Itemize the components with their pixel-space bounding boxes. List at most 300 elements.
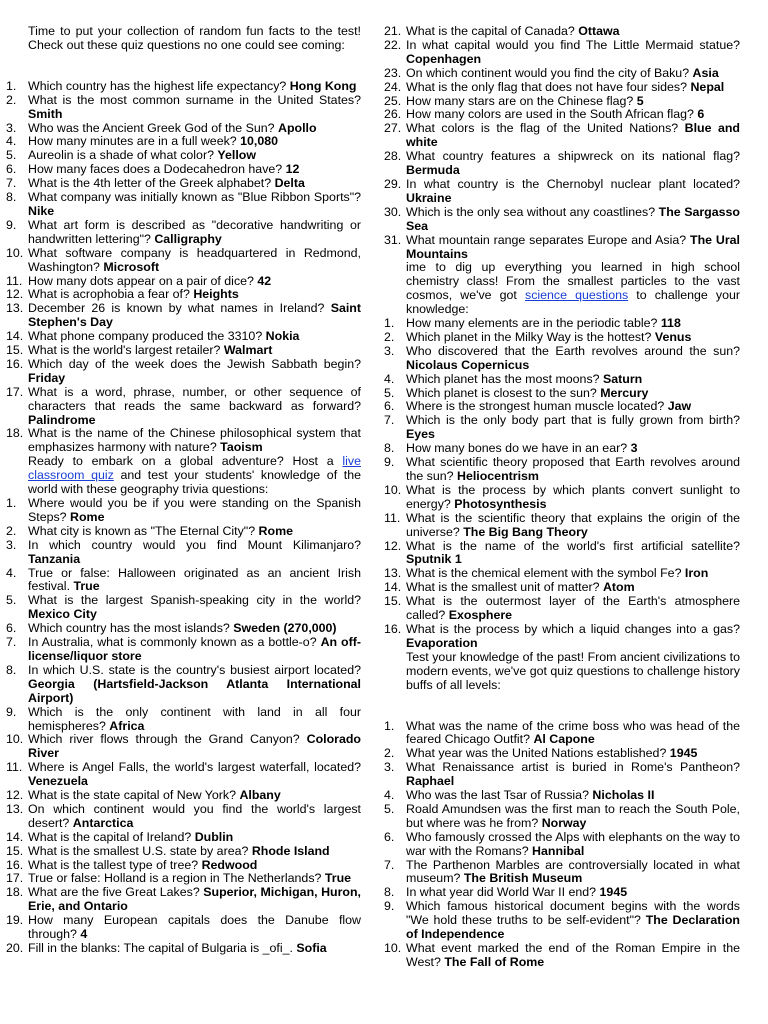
geography-question bbox=[6, 789, 361, 803]
question-text: Which country has the highest life expectancy? bbox=[28, 78, 287, 93]
answer-text: True bbox=[73, 579, 100, 594]
answer-text: Rome bbox=[70, 509, 105, 524]
history-intro: Test your knowledge of the past! From ancient civilizations to modern events, we've got quiz questions to challenge history buffs of all levels: bbox=[406, 649, 740, 692]
question-text: On which continent would you find the city of Baku? bbox=[406, 65, 690, 80]
fun-fact-question bbox=[6, 94, 361, 122]
fun-fact-question bbox=[6, 330, 361, 344]
geography-intro bbox=[6, 455, 361, 497]
question-number: 1. bbox=[6, 496, 17, 510]
answer-text: Nicolaus Copernicus bbox=[406, 357, 530, 372]
question-number: 15. bbox=[6, 343, 24, 358]
geography-list bbox=[6, 497, 361, 956]
question-number: 8. bbox=[6, 662, 17, 677]
answer-text: 3 bbox=[630, 441, 638, 456]
question-text: What year was the United Nations established? bbox=[406, 746, 667, 761]
question-number: 29. bbox=[384, 176, 402, 191]
question-number: 10. bbox=[384, 941, 402, 955]
question-text: What is the capital of Ireland? bbox=[28, 829, 192, 844]
question-number: 12. bbox=[6, 788, 24, 803]
answer-text: Walmart bbox=[223, 343, 273, 358]
history-question bbox=[384, 886, 740, 900]
question-text: How many faces does a Dodecahedron have? bbox=[28, 162, 283, 177]
question-text: Who discovered that the Earth revolves around the sun? bbox=[406, 343, 740, 358]
geography-question bbox=[384, 178, 740, 206]
answer-text: Africa bbox=[109, 718, 145, 733]
history-question bbox=[384, 720, 740, 748]
answer-text: Atom bbox=[602, 580, 635, 595]
question-text: Fill in the blanks: The capital of Bulgaria is _ofi_. bbox=[28, 941, 293, 955]
question-number: 1. bbox=[384, 718, 395, 733]
geography-question bbox=[384, 95, 740, 109]
geography-question bbox=[6, 622, 361, 636]
question-text: What company was initially known as "Blue Ribbon Sports"? bbox=[28, 190, 361, 205]
fun-fact-question bbox=[6, 80, 361, 94]
answer-text: Yellow bbox=[217, 148, 256, 163]
science-intro bbox=[384, 261, 740, 317]
science-question bbox=[384, 373, 740, 387]
question-number: 26. bbox=[384, 107, 402, 122]
geography-question bbox=[6, 845, 361, 859]
question-number: 7. bbox=[6, 176, 17, 191]
question-number: 3. bbox=[384, 343, 395, 358]
question-number: 20. bbox=[6, 941, 24, 955]
question-text: On which continent would you find the world's largest desert? bbox=[28, 801, 361, 830]
question-text: Which planet is closest to the sun? bbox=[406, 385, 597, 400]
question-number: 2. bbox=[6, 523, 17, 538]
question-text: What colors is the flag of the United Nations? bbox=[406, 121, 679, 136]
geography-question bbox=[6, 497, 361, 525]
question-text: Which planet has the most moons? bbox=[406, 371, 600, 386]
answer-text: Nokia bbox=[265, 329, 300, 344]
question-text: What is the name of the world's first artificial satellite? bbox=[406, 538, 740, 553]
geography-question bbox=[6, 831, 361, 845]
question-text: What is the 4th letter of the Greek alphabet? bbox=[28, 176, 272, 191]
question-number: 30. bbox=[384, 204, 402, 219]
question-text: True or false: Holland is a region in The Netherlands? bbox=[28, 871, 322, 886]
answer-text: Sweden (270,000) bbox=[233, 621, 337, 636]
question-text: What is the process by which a liquid changes into a gas? bbox=[406, 621, 740, 636]
answer-text: 1945 bbox=[669, 746, 698, 761]
question-text: Where is Angel Falls, the world's largest waterfall, located? bbox=[28, 760, 361, 775]
geography-question bbox=[6, 664, 361, 706]
answer-text: Raphael bbox=[406, 774, 455, 789]
answer-text: Tanzania bbox=[28, 551, 81, 566]
question-text: What scientific theory proposed that Earth revolves around the sun? bbox=[406, 455, 740, 483]
geography-question bbox=[384, 67, 740, 81]
geography-question bbox=[6, 733, 361, 761]
geography-list-continued bbox=[384, 25, 740, 261]
fun-fact-question bbox=[6, 122, 361, 136]
answer-text: Georgia (Hartsfield-Jackson Atlanta International Airport) bbox=[28, 676, 361, 705]
question-text: True or false: Halloween originated as an ancient Irish festival. bbox=[28, 565, 361, 594]
answer-text: 4 bbox=[80, 927, 88, 942]
answer-text: True bbox=[324, 871, 352, 886]
geography-question bbox=[6, 886, 361, 914]
question-text: Which is the only continent with land in all four hemispheres? bbox=[28, 704, 361, 733]
answer-text: Friday bbox=[28, 370, 66, 385]
answer-text: Saint Stephen's Day bbox=[28, 301, 361, 330]
question-number: 8. bbox=[384, 885, 395, 900]
science-question bbox=[384, 540, 740, 568]
history-question bbox=[384, 942, 740, 970]
question-number: 14. bbox=[384, 580, 402, 595]
right-column bbox=[384, 25, 740, 970]
question-number: 14. bbox=[6, 829, 24, 844]
answer-text: Evaporation bbox=[406, 635, 478, 650]
question-text: How many bones do we have in an ear? bbox=[406, 441, 628, 456]
question-text: Which is the only sea without any coastlines? bbox=[406, 204, 656, 219]
question-text: What country features a shipwreck on its national flag? bbox=[406, 149, 740, 164]
science-question bbox=[384, 567, 740, 581]
question-number: 3. bbox=[384, 760, 395, 775]
question-number: 18. bbox=[6, 885, 24, 900]
question-number: 2. bbox=[384, 746, 395, 761]
answer-text: Mexico City bbox=[28, 607, 97, 622]
answer-text: 42 bbox=[257, 273, 272, 288]
answer-text: Heights bbox=[193, 287, 239, 302]
answer-text: Delta bbox=[274, 176, 305, 191]
question-number: 9. bbox=[384, 455, 395, 470]
answer-text: The Ural Mountains bbox=[406, 232, 740, 261]
history-question bbox=[384, 747, 740, 761]
science-questions-link[interactable]: science questions bbox=[525, 288, 629, 303]
geography-question bbox=[6, 761, 361, 789]
question-number: 14. bbox=[6, 329, 24, 344]
question-text: How many colors are used in the South African flag? bbox=[406, 107, 694, 122]
question-text: In what year did World War II end? bbox=[406, 885, 597, 900]
answer-text: 6 bbox=[697, 107, 705, 122]
answer-text: Apollo bbox=[278, 120, 317, 135]
question-number: 16. bbox=[6, 356, 24, 371]
answer-text: Nicholas II bbox=[592, 788, 655, 803]
answer-text: Bermuda bbox=[406, 163, 460, 178]
question-text: December 26 is known by what names in Ireland? bbox=[28, 301, 325, 316]
question-text: What art form is described as "decorative handwriting or handwritten lettering"? bbox=[28, 217, 361, 246]
question-text: What is the outermost layer of the Earth's atmosphere called? bbox=[406, 594, 740, 623]
question-number: 11. bbox=[6, 273, 23, 288]
geography-question bbox=[6, 636, 361, 664]
science-question bbox=[384, 331, 740, 345]
question-text: How many European capitals does the Danube flow through? bbox=[28, 913, 361, 942]
fun-fact-question bbox=[6, 191, 361, 219]
question-text: Aureolin is a shade of what color? bbox=[28, 148, 214, 163]
question-number: 4. bbox=[384, 371, 395, 386]
question-text: What is the name of the Chinese philosophical system that emphasizes harmony with nature? bbox=[28, 426, 361, 455]
science-question bbox=[384, 595, 740, 623]
answer-text: Calligraphy bbox=[154, 231, 222, 246]
answer-text: Superior, Michigan, Huron, Erie, and Ontario bbox=[28, 885, 361, 914]
science-question bbox=[384, 623, 740, 651]
question-number: 8. bbox=[384, 441, 395, 456]
question-number: 9. bbox=[6, 704, 17, 719]
history-question bbox=[384, 761, 740, 789]
science-question bbox=[384, 414, 740, 442]
geography-question bbox=[384, 25, 740, 39]
question-text: What is the chemical element with the symbol Fe? bbox=[406, 566, 682, 581]
fun-fact-question bbox=[6, 302, 361, 330]
question-text: Where is the strongest human muscle located? bbox=[406, 399, 665, 414]
question-text: What is the state capital of New York? bbox=[28, 788, 236, 803]
question-number: 7. bbox=[384, 857, 395, 872]
question-number: 21. bbox=[384, 24, 402, 38]
question-number: 19. bbox=[6, 913, 24, 928]
geography-intro-text: Ready to embark on a global adventure? Host a bbox=[28, 454, 343, 469]
question-text: How many minutes are in a full week? bbox=[28, 134, 237, 149]
geography-question bbox=[6, 803, 361, 831]
question-text: What is the world's largest retailer? bbox=[28, 343, 221, 358]
answer-text: 118 bbox=[660, 316, 681, 331]
fun-fact-question bbox=[6, 427, 361, 455]
question-number: 15. bbox=[384, 594, 402, 609]
question-number: 4. bbox=[6, 134, 17, 149]
answer-text: Sofia bbox=[296, 941, 327, 955]
fun-fact-question bbox=[6, 386, 361, 428]
answer-text: Venus bbox=[654, 329, 692, 344]
question-text: What is the most common surname in the United States? bbox=[28, 92, 361, 107]
question-text: What city is known as "The Eternal City"? bbox=[28, 523, 256, 538]
fun-fact-question bbox=[6, 135, 361, 149]
question-number: 24. bbox=[384, 79, 402, 94]
science-intro-text-end: to challenge your knowledge: bbox=[406, 288, 740, 317]
question-number: 7. bbox=[6, 635, 17, 650]
question-text: Where would you be if you were standing on the Spanish Steps? bbox=[28, 496, 361, 524]
geography-question bbox=[6, 859, 361, 873]
geography-question bbox=[6, 872, 361, 886]
question-text: What is acrophobia a fear of? bbox=[28, 287, 190, 302]
geography-question bbox=[384, 81, 740, 95]
question-number: 3. bbox=[6, 537, 17, 552]
geography-question bbox=[6, 594, 361, 622]
answer-text: Nike bbox=[28, 203, 55, 218]
question-number: 12. bbox=[6, 287, 24, 302]
question-number: 6. bbox=[6, 621, 17, 636]
science-question bbox=[384, 456, 740, 484]
question-text: What was the name of the crime boss who was head of the feared Chicago Outfit? bbox=[406, 718, 740, 747]
question-text: In what capital would you find The Little Mermaid statue? bbox=[406, 37, 740, 52]
question-text: How many dots appear on a pair of dice? bbox=[28, 273, 254, 288]
question-number: 3. bbox=[6, 120, 17, 135]
answer-text: An off-license/liquor store bbox=[28, 635, 361, 663]
question-number: 6. bbox=[384, 399, 395, 414]
question-number: 13. bbox=[6, 801, 24, 816]
question-text: Who famously crossed the Alps with elephants on the way to war with the Romans? bbox=[406, 829, 740, 858]
question-number: 5. bbox=[384, 385, 395, 400]
answer-text: Eyes bbox=[406, 427, 435, 442]
geography-question bbox=[6, 567, 361, 595]
question-text: Roald Amundsen was the first man to reach the South Pole, but where was he from? bbox=[406, 801, 740, 830]
question-number: 6. bbox=[6, 162, 17, 177]
question-text: In which country would you find Mount Kilimanjaro? bbox=[28, 537, 361, 552]
question-number: 2. bbox=[384, 329, 395, 344]
question-text: What event marked the end of the Roman Empire in the West? bbox=[406, 941, 740, 969]
question-number: 7. bbox=[384, 413, 395, 428]
fun-fact-question bbox=[6, 275, 361, 289]
fun-fact-question bbox=[6, 219, 361, 247]
question-number: 10. bbox=[6, 732, 24, 747]
question-text: Who was the Ancient Greek God of the Sun? bbox=[28, 120, 275, 135]
question-text: Which river flows through the Grand Canyon? bbox=[28, 732, 300, 747]
question-text: What is the only flag that does not have four sides? bbox=[406, 79, 688, 94]
question-number: 16. bbox=[6, 857, 24, 872]
fun-fact-question bbox=[6, 177, 361, 191]
question-text: What is the capital of Canada? bbox=[406, 24, 575, 38]
answer-text: Mercury bbox=[600, 385, 649, 400]
question-text: Which country has the most islands? bbox=[28, 621, 230, 636]
question-text: What is a word, phrase, number, or other sequence of characters that reads the same backward as forward? bbox=[28, 384, 361, 413]
question-text: In what country is the Chernobyl nuclear plant located? bbox=[406, 176, 740, 191]
question-text: Which famous historical document begins with the words "We hold these truths to be self-evident"? bbox=[406, 899, 740, 928]
question-number: 1. bbox=[384, 316, 395, 331]
science-intro-text: ime to dig up everything you learned in high school chemistry class! From the smallest particles to the vast cosmos, we've got bbox=[406, 260, 740, 303]
question-number: 17. bbox=[6, 384, 24, 399]
left-column bbox=[6, 25, 361, 956]
answer-text: The Fall of Rome bbox=[444, 954, 545, 969]
answer-text: Taoism bbox=[220, 440, 263, 455]
answer-text: 10,080 bbox=[240, 134, 279, 149]
fun-fact-question bbox=[6, 149, 361, 163]
answer-text: 5 bbox=[636, 93, 644, 108]
answer-text: The British Museum bbox=[463, 871, 583, 886]
answer-text: 1945 bbox=[599, 885, 628, 900]
question-number: 12. bbox=[384, 538, 402, 553]
history-question bbox=[384, 803, 740, 831]
answer-text: Albany bbox=[239, 788, 281, 803]
answer-text: Exosphere bbox=[448, 608, 513, 623]
question-text: How many stars are on the Chinese flag? bbox=[406, 93, 634, 108]
question-number: 28. bbox=[384, 149, 402, 164]
answer-text: Nepal bbox=[690, 79, 725, 94]
geography-question bbox=[6, 914, 361, 942]
fun-fact-question bbox=[6, 163, 361, 177]
question-text: Which planet in the Milky Way is the hottest? bbox=[406, 329, 652, 344]
question-number: 15. bbox=[6, 843, 24, 858]
science-question bbox=[384, 345, 740, 373]
fun-fact-question bbox=[6, 247, 361, 275]
science-question bbox=[384, 484, 740, 512]
answer-text: Saturn bbox=[602, 371, 643, 386]
science-list bbox=[384, 317, 740, 651]
question-text: Which is the only body part that is fully grown from birth? bbox=[406, 413, 740, 428]
question-number: 23. bbox=[384, 65, 402, 80]
question-text: What is the smallest unit of matter? bbox=[406, 580, 600, 595]
answer-text: Copenhagen bbox=[406, 51, 482, 66]
geography-question bbox=[384, 206, 740, 234]
question-number: 9. bbox=[384, 899, 395, 914]
answer-text: Redwood bbox=[201, 857, 258, 872]
answer-text: The Sargasso Sea bbox=[406, 204, 740, 233]
question-text: In which U.S. state is the country's busiest airport located? bbox=[28, 662, 361, 677]
answer-text: Sputnik 1 bbox=[406, 552, 462, 567]
answer-text: The Declaration of Independence bbox=[406, 913, 740, 942]
answer-text: Iron bbox=[684, 566, 709, 581]
answer-text: Asia bbox=[692, 65, 719, 80]
live-classroom-quiz-link[interactable]: live classroom quiz bbox=[28, 454, 361, 483]
question-text: In Australia, what is commonly known as a bottle-o? bbox=[28, 635, 317, 650]
answer-text: Blue and white bbox=[406, 121, 740, 150]
question-text: How many elements are in the periodic table? bbox=[406, 316, 658, 331]
question-number: 1. bbox=[6, 78, 17, 93]
geography-question bbox=[384, 234, 740, 262]
history-list bbox=[384, 720, 740, 970]
question-number: 25. bbox=[384, 93, 402, 108]
science-question bbox=[384, 442, 740, 456]
question-number: 5. bbox=[6, 593, 17, 608]
question-text: What is the smallest U.S. state by area? bbox=[28, 843, 249, 858]
geography-question bbox=[6, 706, 361, 734]
question-number: 27. bbox=[384, 121, 402, 136]
answer-text: Heliocentrism bbox=[457, 469, 539, 483]
geography-intro-text-end: and test your students' knowledge of the world with these geography trivia questions: bbox=[28, 468, 361, 497]
answer-text: Palindrome bbox=[28, 412, 96, 427]
question-number: 5. bbox=[384, 801, 395, 816]
answer-text: Jaw bbox=[667, 399, 692, 414]
answer-text: Hannibal bbox=[532, 843, 585, 858]
answer-text: The Big Bang Theory bbox=[463, 524, 588, 539]
question-number: 9. bbox=[6, 217, 17, 232]
question-number: 18. bbox=[6, 426, 24, 441]
question-text: The Parthenon Marbles are controversially located in what museum? bbox=[406, 857, 740, 886]
history-question bbox=[384, 859, 740, 887]
answer-text: Norway bbox=[541, 815, 587, 830]
question-number: 17. bbox=[6, 871, 24, 886]
question-number: 10. bbox=[384, 482, 402, 497]
question-number: 11. bbox=[6, 760, 23, 775]
geography-question bbox=[384, 122, 740, 150]
history-question bbox=[384, 789, 740, 803]
fun-fact-question bbox=[6, 288, 361, 302]
question-number: 4. bbox=[6, 565, 17, 580]
question-number: 31. bbox=[384, 232, 402, 247]
answer-text: Al Capone bbox=[533, 732, 595, 747]
geography-question bbox=[384, 39, 740, 67]
history-question bbox=[384, 831, 740, 859]
science-question bbox=[384, 317, 740, 331]
question-number: 13. bbox=[384, 566, 402, 581]
question-text: What software company is headquartered in Redmond, Washington? bbox=[28, 245, 361, 274]
geography-question bbox=[6, 942, 361, 956]
science-question bbox=[384, 512, 740, 540]
question-text: What are the five Great Lakes? bbox=[28, 885, 200, 900]
question-text: What is the largest Spanish-speaking city in the world? bbox=[28, 593, 361, 608]
answer-text: Smith bbox=[28, 106, 63, 121]
question-text: Which day of the week does the Jewish Sabbath begin? bbox=[28, 356, 361, 371]
question-text: What phone company produced the 3310? bbox=[28, 329, 263, 344]
fun-facts-intro: Time to put your collection of random fun facts to the test! Check out these quiz questions no one could see coming: bbox=[28, 24, 361, 52]
history-question bbox=[384, 900, 740, 942]
question-text: Who was the last Tsar of Russia? bbox=[406, 788, 589, 803]
question-text: What is the tallest type of tree? bbox=[28, 857, 199, 872]
answer-text: Rome bbox=[258, 523, 293, 538]
question-text: What is the process by which plants convert sunlight to energy? bbox=[406, 482, 740, 511]
question-number: 6. bbox=[384, 829, 395, 844]
fun-facts-list bbox=[6, 80, 361, 455]
answer-text: Dublin bbox=[194, 829, 234, 844]
question-number: 13. bbox=[6, 301, 24, 316]
question-number: 10. bbox=[6, 245, 24, 260]
answer-text: 12 bbox=[285, 162, 300, 177]
answer-text: Venezuela bbox=[28, 774, 88, 789]
science-question bbox=[384, 400, 740, 414]
geography-question bbox=[6, 525, 361, 539]
fun-fact-question bbox=[6, 344, 361, 358]
question-number: 5. bbox=[6, 148, 17, 163]
question-number: 16. bbox=[384, 621, 402, 636]
geography-question bbox=[6, 539, 361, 567]
question-text: What mountain range separates Europe and Asia? bbox=[406, 232, 687, 247]
question-text: What is the scientific theory that explains the origin of the universe? bbox=[406, 510, 740, 539]
answer-text: Rhode Island bbox=[251, 843, 330, 858]
question-number: 2. bbox=[6, 92, 17, 107]
